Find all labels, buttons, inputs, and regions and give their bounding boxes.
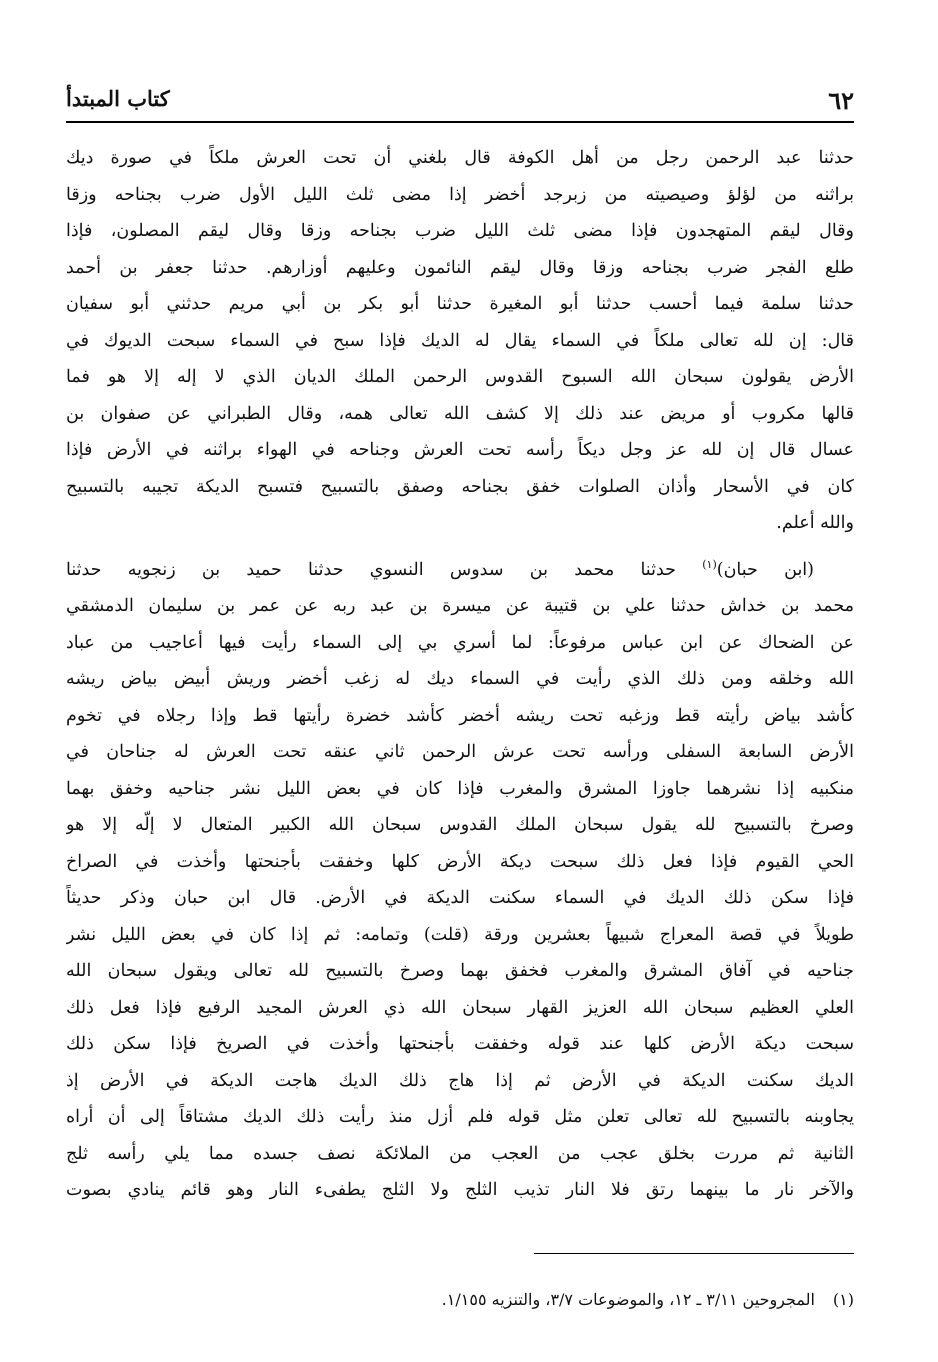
header-divider <box>66 121 854 123</box>
text-line: الأرض السابعة السفلى ورأسه تحت عرش الرحمن ثاني عنقه تحت العرش له جناحان في <box>66 742 854 762</box>
text-line: فإذا سكن ذلك الديك في السماء سكنت الديكة في الأرض. قال ابن حبان وذكر حديثاً <box>66 888 854 908</box>
page-number: ٦٢ <box>828 86 854 115</box>
paragraph-1 <box>66 140 854 542</box>
text-line: قالها مكروب أو مريض عند ذلك إلا كشف الله تعالى همه، وقال الطبراني عن صفوان بن <box>66 403 854 424</box>
text-line: طلع الفجر ضرب بجناحه وزقا وقال ليقم النائمون وعليهم أوزارهم. حدثنا جعفر بن أحمد <box>66 257 854 278</box>
footnote-ref[interactable]: (١) <box>702 557 717 571</box>
text-line: وصرخ بالتسبيح لله يقول سبحان الملك القدوس سبحان الله الكبير المتعال لا إلّه إلا هو <box>66 815 854 835</box>
text-line: حدثنا سلمة فيما أحسب حدثنا أبو المغيرة حدثنا أبو بكر بن أبي مريم حدثني أبو سفيان <box>66 294 854 314</box>
text-line: الحي القيوم فإذا فعل ذلك سبحت ديكة الأرض كلها وخفقت بأجنحتها وأخذت في الصراخ <box>66 851 854 872</box>
text-line: الله وخلقه ومن ذلك الذي رأيت في السماء ديك له زغب أخضر وريش أبيض بياض ريشه <box>66 669 854 689</box>
text-line: والآخر نار ما بينهما رتق فلا النار تذيب الثلج ولا الثلج يطفىء النار وهو قائم ينادي بصوت <box>66 1180 854 1200</box>
paragraph-2 <box>66 552 854 1209</box>
text-line: والله أعلم. <box>776 513 854 533</box>
text-line: عن الضحاك عن ابن عباس مرفوعاً: لما أسري بي إلى السماء رأيت فيها أعاجيب من عباد <box>66 632 854 653</box>
text-line: محمد بن خداش حدثنا علي بن قتيبة عن ميسرة بن عبد ربه عن عمر بن سليمان الدمشقي <box>66 596 854 616</box>
text-line: الثانية ثم مررت بخلق عجب من العجب من الملائكة نصف جسده مما يلي رأسه ثلج <box>66 1143 854 1164</box>
footnote-text: المجروحين ٣/١١ ـ ١٢، والموضوعات ٣/٧، والتنزيه ١/١٥٥. <box>441 1290 815 1309</box>
text-line: عسال قال إن لله عز وجل ديكاً رأسه تحت العرش وجناحه في الهواء براثنه في الأرض فإذا <box>66 440 854 460</box>
footnote <box>66 1290 854 1309</box>
text-line: يجاوبنه بالتسبيح لله تعالى تعلن مثل قوله فلم أزل منذ رأيت ذلك الديك مشتاقاً إلى أن أراه <box>66 1107 854 1127</box>
text-line: طويلاً في قصة المعراج شبيهاً بعشرين ورقة (قلت) وتمامه: ثم إذا كان في بعض الليل نشر <box>66 924 854 945</box>
text-line: كان في الأسحار وأذان الصلوات خفق بجناحه وصفق بالتسبيح فتسبح الديكة تجيبه بالتسبيح <box>66 476 854 497</box>
text-line: قال: إن لله تعالى ملكاً في السماء يقال له الديك فإذا سبح في السماء سبحت الديوك في <box>66 330 854 351</box>
text-line: حدثنا عبد الرحمن رجل من أهل الكوفة قال بلغني أن تحت العرش ملكاً في صورة ديك <box>66 148 854 168</box>
text-segment: حدثنا محمد بن سدوس النسوي حدثنا حميد بن زنجويه حدثنا <box>66 559 703 580</box>
text-line: جناحيه في آفاق المشرق والمغرب فخفق بهما وصرخ بالتسبيح لله تعالى ويقول سبحان الله <box>66 961 854 981</box>
page-header <box>66 80 854 116</box>
text-line: وقال ليقم المتهجدون فإذا مضى ثلث الليل ضرب بجناحه وزقا وقال ليقم المصلون، فإذا <box>66 221 854 241</box>
main-text <box>66 140 854 1209</box>
text-line: منكبيه إذا نشرهما جاوزا المشرق والمغرب فإذا كان في بعض الليل نشر جناحيه وخفق بهما <box>66 778 854 799</box>
text-line: العلي العظيم سبحان الله العزيز القهار سبحان الله ذي العرش المجيد الرفيع فإذا فعل ذلك <box>66 997 854 1018</box>
paragraph-gap <box>66 542 854 552</box>
footnote-marker: (١) <box>832 1290 854 1309</box>
running-title: كتاب المبتدأ <box>66 86 170 111</box>
text-line: براثنه من لؤلؤ وصيصيته من زبرجد أخضر إذا مضى ثلث الليل الأول ضرب بجناحه وزقا <box>66 184 854 205</box>
source-label: (ابن حبان) <box>716 559 815 580</box>
text-line: سبحت ديكة الأرض كلها عند قوله وخفقت بأجنحتها وأخذت في الصريخ فإذا سكن ذلك <box>66 1034 854 1054</box>
text-line-first <box>66 552 854 589</box>
text-line: كأشد بياض رأيته قط وزغبه تحت ريشه أخضر كأشد خضرة رأيتها قط وإذا رجلاه في تخوم <box>66 705 854 726</box>
text-line: الأرض يقولون سبحان الله السبوح القدوس الرحمن الملك الديان الذي لا إله إلا هو فما <box>66 367 854 387</box>
text-line: الديك سكنت الديكة في الأرض ثم إذا هاج ذلك الديك هاجت الديكة في الأرض إذ <box>66 1070 854 1091</box>
